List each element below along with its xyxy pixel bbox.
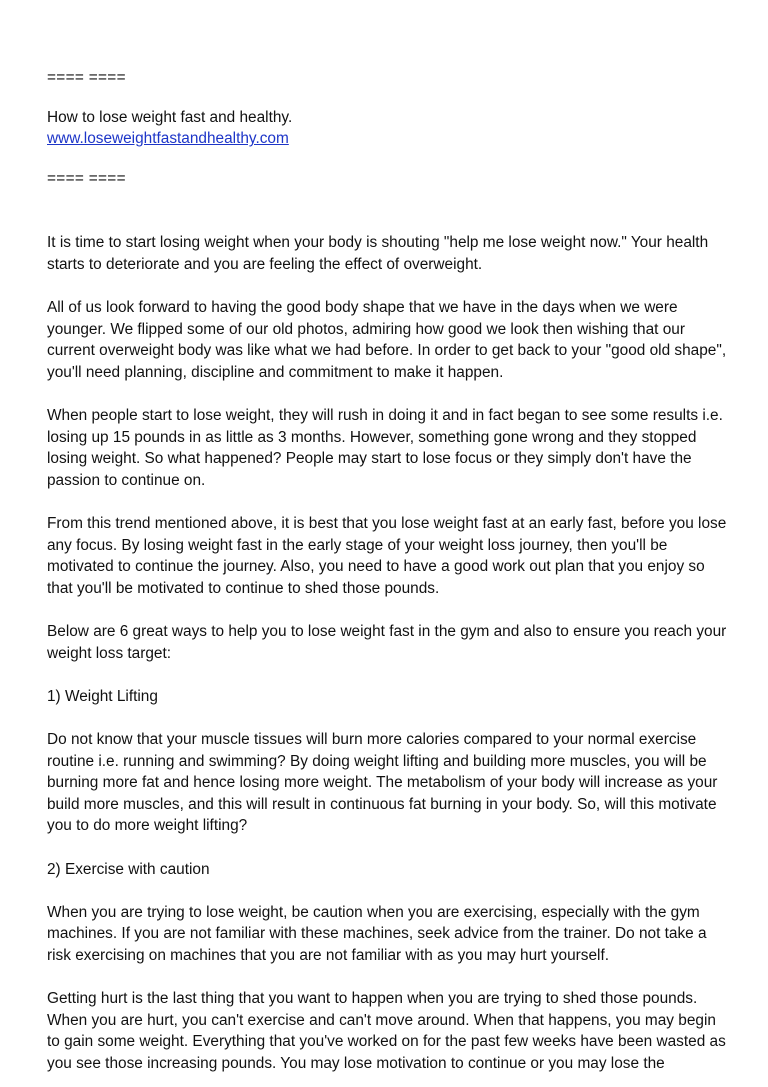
paragraph-trend: From this trend mentioned above, it is best that you lose weight fast at an early fast, before you lose any focus. By losing weight fast in the early stage of your weight loss journey, then you'll be motivated to continue the journey. Also, you need to have a good work out plan that you enjoy so that you'll be motivated to continue to shed those pounds. [47, 515, 727, 597]
separator-bottom: ==== ==== [47, 169, 126, 187]
paragraph-getting-hurt: Getting hurt is the last thing that you want to happen when you are trying to shed those pounds. When you are hurt, you can't exercise and can't move around. When that happens, you may begin to gain some weight. Everything that you've worked on for the past few weeks have been wasted as you see those increasing pounds. You may lose motivation to continue or you may lose the [47, 990, 726, 1072]
website-link[interactable]: www.loseweightfastandhealthy.com [47, 130, 289, 148]
paragraph-intro: It is time to start losing weight when your body is shouting "help me lose weight now." Your health starts to deteriorate and you are feeling the effect of overweight. [47, 234, 709, 273]
paragraph-caution: When you are trying to lose weight, be caution when you are exercising, especially with the gym machines. If you are not familiar with these machines, seek advice from the trainer. Do not take a risk exercising on machines that you are not familiar with as you may hurt yourself. [47, 903, 707, 964]
paragraph-results: When people start to lose weight, they will rush in doing it and in fact began to see some results i.e. losing up 15 pounds in as little as 3 months. However, something gone wrong and they stopped losing weight. So what happened? People may start to lose focus or they simply don't have the passion to continue on. [47, 407, 723, 489]
separator-top: ==== ==== [47, 69, 126, 86]
paragraph-six-ways: Below are 6 great ways to help you to lose weight fast in the gym and also to ensure you reach your weight loss target: [47, 623, 727, 662]
section-heading-exercise-caution: 2) Exercise with caution [47, 860, 210, 878]
section-heading-weight-lifting: 1) Weight Lifting [47, 687, 158, 705]
paragraph-body-shape: All of us look forward to having the good body shape that we have in the days when we were younger. We flipped some of our old photos, admiring how good we look then wishing that our current overweight body was like what we had before. In order to get back to your "good old shape", you'll need planning, discipline and commitment to make it happen. [47, 299, 727, 381]
paragraph-weight-lifting: Do not know that your muscle tissues will burn more calories compared to your normal exercise routine i.e. running and swimming? By doing weight lifting and building more muscles, you will be burning more fat and hence losing more weight. The metabolism of your body will increase as your build more muscles, and this will result in continuous fat burning in your body. So, will this motivate you to do more weight lifting? [47, 731, 718, 835]
document-page [47, 67, 733, 1075]
document-title: How to lose weight fast and healthy. [47, 108, 293, 126]
